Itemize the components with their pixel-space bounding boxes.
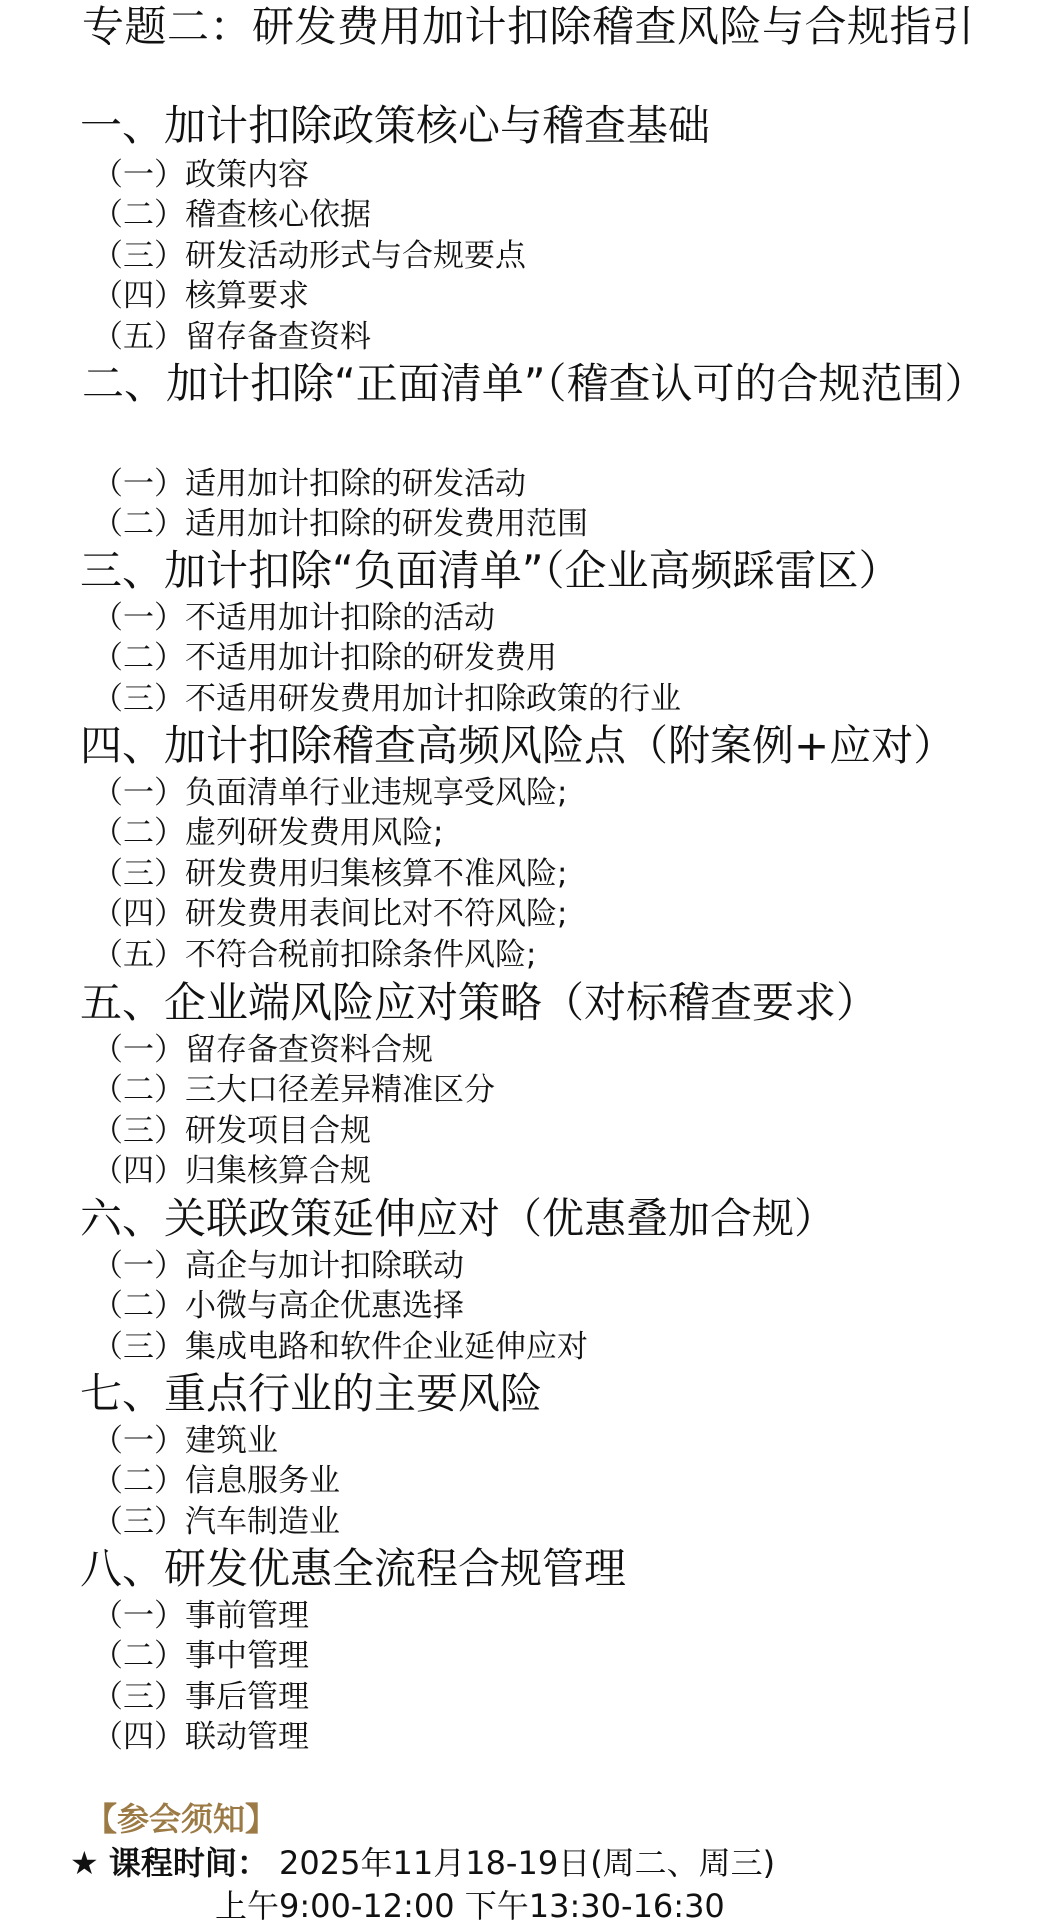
outline-item: （三）研发费用归集核算不准风险; (92, 856, 568, 892)
course-time-label: 课程时间： (108, 1844, 269, 1882)
section-heading-1: 一、加计扣除政策核心与稽查基础 (80, 101, 711, 150)
outline-item: （三）研发项目合规 (92, 1113, 371, 1149)
outline-item: （一）负面清单行业违规享受风险; (92, 775, 568, 811)
outline-item: （二）适用加计扣除的研发费用范围 (92, 506, 588, 542)
outline-item: （四）研发费用表间比对不符风险; (92, 896, 568, 932)
outline-item: （三）事后管理 (92, 1679, 309, 1715)
outline-item: （一）建筑业 (92, 1423, 278, 1459)
outline-item: （二）不适用加计扣除的研发费用 (92, 640, 557, 676)
section-heading-5: 五、企业端风险应对策略（对标稽查要求） (80, 978, 879, 1027)
outline-item: （二）事中管理 (92, 1638, 309, 1674)
page-title: 专题二：研发费用加计扣除稽查风险与合规指引 (82, 2, 975, 51)
outline-item: （二）稽查核心依据 (92, 197, 371, 233)
outline-item: （四）核算要求 (92, 278, 309, 314)
notice-heading: 【参会须知】 (85, 1800, 278, 1838)
outline-item: （三）集成电路和软件企业延伸应对 (92, 1329, 588, 1365)
outline-item: （一）适用加计扣除的研发活动 (92, 466, 526, 502)
section-heading-7: 七、重点行业的主要风险 (80, 1369, 543, 1418)
outline-item: （二）虚列研发费用风险; (92, 815, 444, 851)
outline-item: （一）事前管理 (92, 1598, 309, 1634)
star-icon: ★ (70, 1844, 99, 1882)
outline-item: （一）留存备查资料合规 (92, 1032, 433, 1068)
outline-item: （二）信息服务业 (92, 1463, 340, 1499)
section-heading-2: 二、加计扣除“正面清单”（稽查认可的合规范围） (82, 359, 987, 408)
outline-item: （一）政策内容 (92, 157, 309, 193)
outline-item: （四）归集核算合规 (92, 1153, 371, 1189)
outline-item: （一）高企与加计扣除联动 (92, 1248, 464, 1284)
outline-item: （二）小微与高企优惠选择 (92, 1288, 464, 1324)
course-time-row (70, 1842, 775, 1884)
course-time-detail: 上午9:00-12:00 下午13:30-16:30 (215, 1887, 725, 1925)
outline-item: （一）不适用加计扣除的活动 (92, 600, 495, 636)
outline-item: （四）联动管理 (92, 1719, 309, 1755)
outline-item: （三）不适用研发费用加计扣除政策的行业 (92, 681, 681, 717)
outline-item: （三）研发活动形式与合规要点 (92, 238, 526, 274)
outline-item: （五）不符合税前扣除条件风险; (92, 937, 537, 973)
course-time-value: 2025年11月18-19日(周二、周三) (279, 1844, 776, 1882)
outline-item: （二）三大口径差异精准区分 (92, 1072, 495, 1108)
section-heading-4: 四、加计扣除稽查高频风险点（附案例+应对） (80, 721, 956, 770)
section-heading-6: 六、关联政策延伸应对（优惠叠加合规） (80, 1194, 837, 1243)
outline-item: （五）留存备查资料 (92, 319, 371, 355)
outline-item: （三）汽车制造业 (92, 1504, 340, 1540)
section-heading-8: 八、研发优惠全流程合规管理 (80, 1544, 627, 1593)
section-heading-3: 三、加计扣除“负面清单”（企业高频踩雷区） (80, 546, 901, 595)
